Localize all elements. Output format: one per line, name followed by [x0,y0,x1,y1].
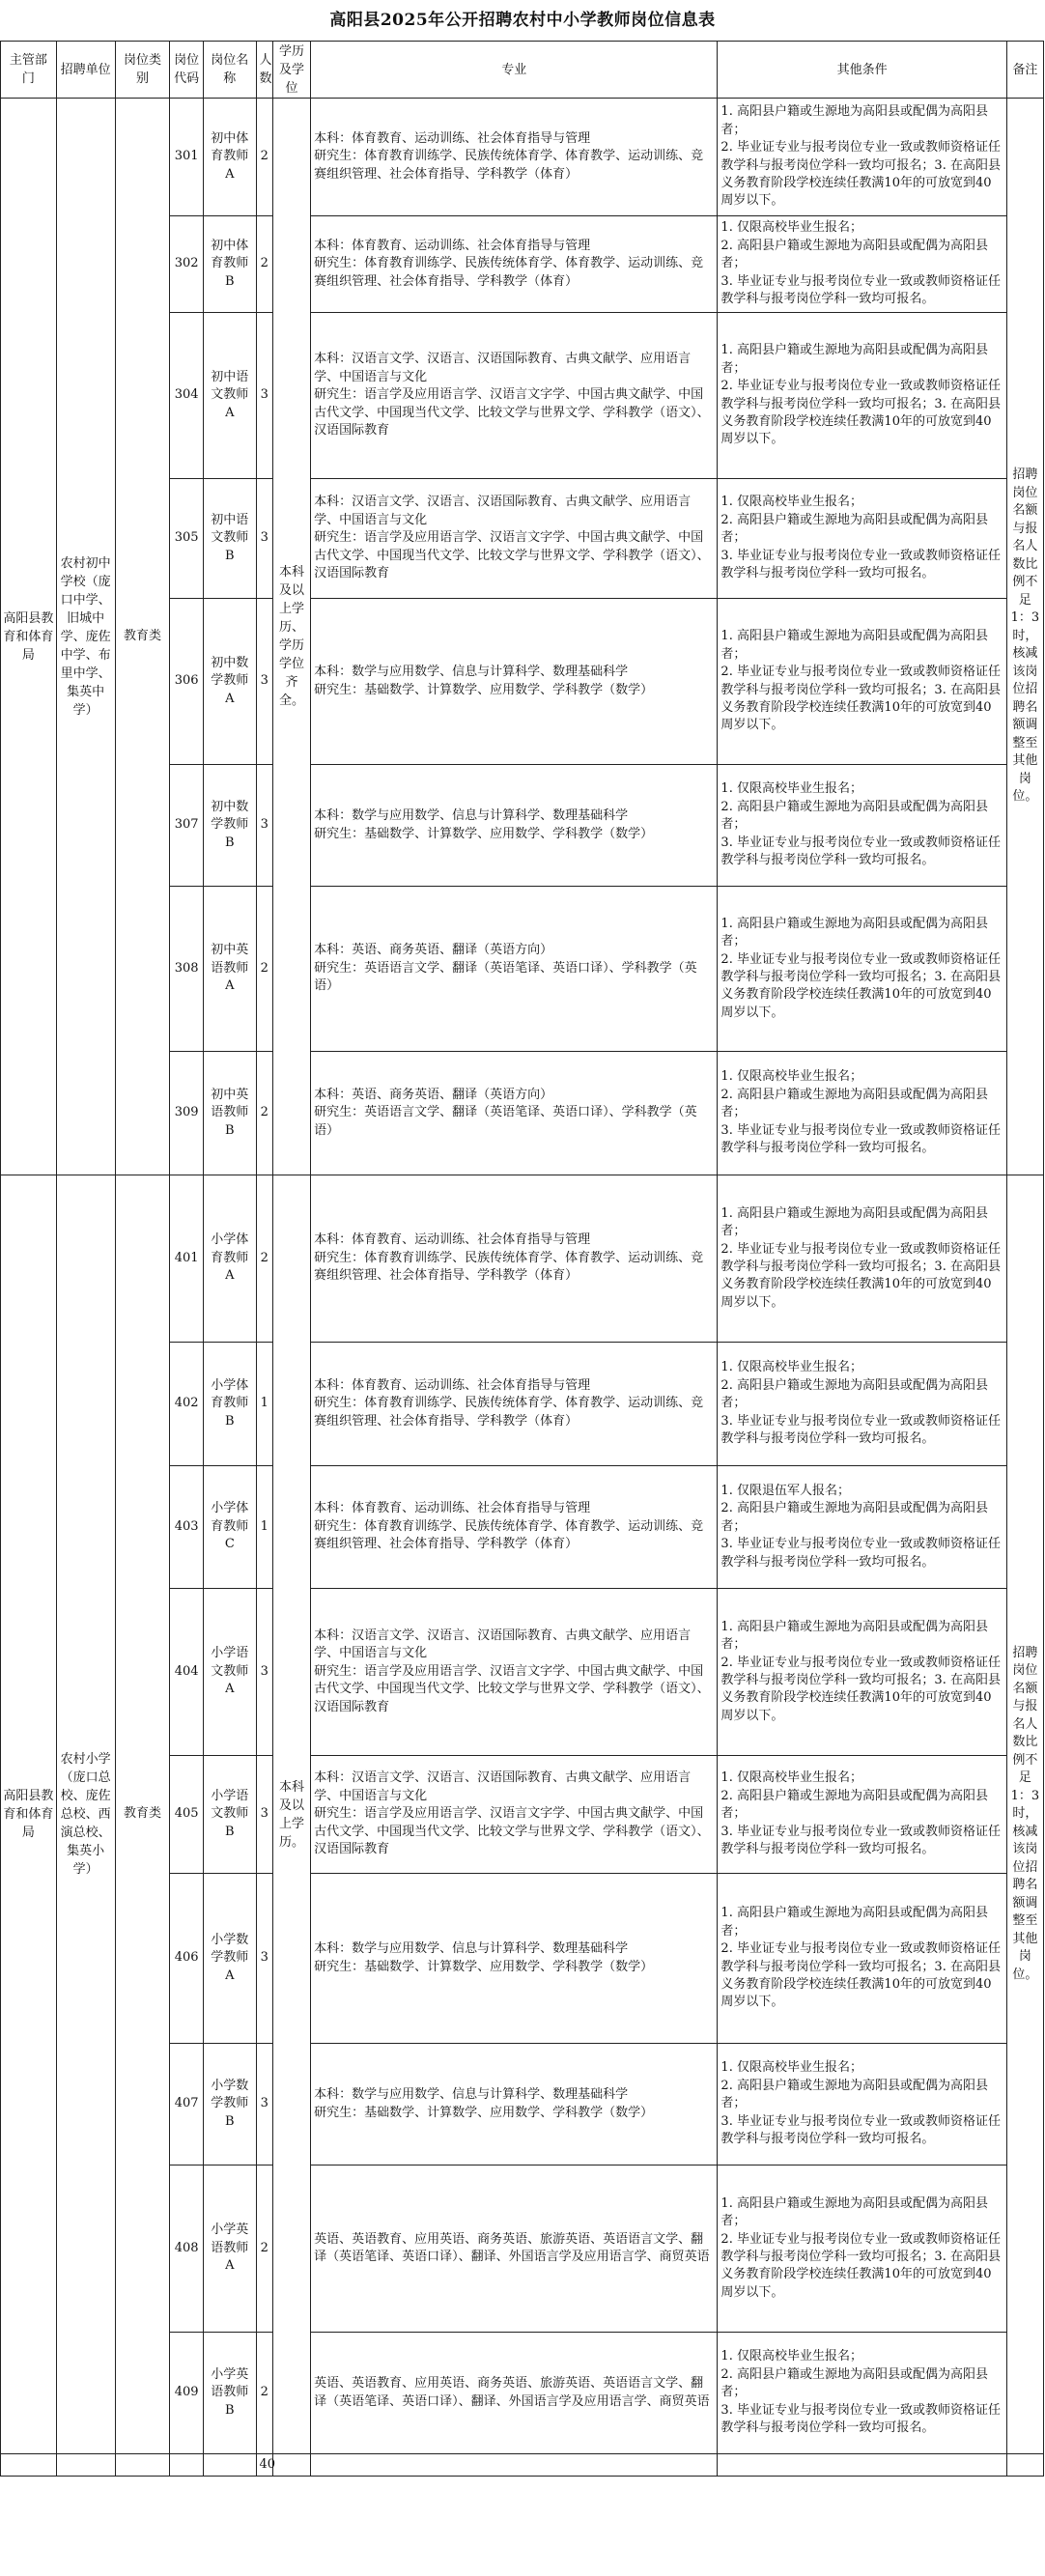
code-cell: 304 [170,313,204,479]
name-cell: 小学英语教师B [204,2333,256,2454]
header-major: 专业 [311,42,718,99]
conditions-cell: 1. 高阳县户籍或生源地为高阳县或配偶为高阳县者； 2. 毕业证专业与报考岗位专业一致或教师资格证任教学科与报考岗位学科一致均可报名；3. 在高阳县义务教育阶段学校连续任教满10年的可放宽到40周岁以下。 [718,1589,1006,1756]
major-cell: 本科：英语、商务英语、翻译（英语方向） 研究生：英语语言文学、翻译（英语笔译、英语口译）、学科教学（英语） [311,887,718,1052]
name-cell: 小学体育教师C [204,1466,256,1589]
name-cell: 初中数学教师A [204,599,256,765]
education-cell: 本科及以上学历、学历学位齐全。 [272,99,310,1175]
count-cell: 2 [256,887,272,1052]
major-cell: 本科：汉语言文学、汉语言、汉语国际教育、古典文献学、应用语言学、中国语言与文化 研究生：语言学及应用语言学、汉语言文字学、中国古典文献学、中国古代文学、中国现当代文学、比较文学与世界文学、学科教学（语文）、汉语国际教育 [311,1589,718,1756]
count-cell: 1 [256,1466,272,1589]
category-cell: 教育类 [115,1175,170,2454]
conditions-cell: 1. 仅限高校毕业生报名； 2. 高阳县户籍或生源地为高阳县或配偶为高阳县者； 3. 毕业证专业与报考岗位专业一致或教师资格证任教学科与报考岗位学科一致均可报名。 [718,479,1006,599]
unit-cell: 农村小学（庞口总校、庞佐总校、西演总校、集英小学） [56,1175,115,2454]
code-cell: 404 [170,1589,204,1756]
header-category: 岗位类别 [115,42,170,99]
major-cell: 本科：体育教育、运动训练、社会体育指导与管理 研究生：体育教育训练学、民族传统体育学、体育教学、运动训练、竞赛组织管理、社会体育指导、学科教学（体育） [311,1466,718,1589]
code-cell: 408 [170,2166,204,2333]
name-cell: 初中英语教师A [204,887,256,1052]
conditions-cell: 1. 仅限高校毕业生报名； 2. 高阳县户籍或生源地为高阳县或配偶为高阳县者； 3. 毕业证专业与报考岗位专业一致或教师资格证任教学科与报考岗位学科一致均可报名。 [718,2044,1006,2166]
empty-cell [1006,2454,1043,2477]
category-cell: 教育类 [115,99,170,1175]
conditions-cell: 1. 仅限高校毕业生报名； 2. 高阳县户籍或生源地为高阳县或配偶为高阳县者； 3. 毕业证专业与报考岗位专业一致或教师资格证任教学科与报考岗位学科一致均可报名。 [718,2333,1006,2454]
name-cell: 初中数学教师B [204,765,256,887]
code-cell: 402 [170,1343,204,1466]
name-cell: 初中英语教师B [204,1052,256,1175]
table-row [1,1175,1044,1343]
conditions-cell: 1. 仅限退伍军人报名； 2. 高阳县户籍或生源地为高阳县或配偶为高阳县者； 3. 毕业证专业与报考岗位专业一致或教师资格证任教学科与报考岗位学科一致均可报名。 [718,1466,1006,1589]
header-note: 备注 [1006,42,1043,99]
code-cell: 302 [170,216,204,313]
major-cell: 本科：数学与应用数学、信息与计算科学、数理基础科学 研究生：基础数学、计算数学、应用数学、学科教学（数学） [311,599,718,765]
total-count: 40 [256,2454,272,2477]
empty-cell [56,2454,115,2477]
major-cell: 本科：体育教育、运动训练、社会体育指导与管理 研究生：体育教育训练学、民族传统体育学、体育教学、运动训练、竞赛组织管理、社会体育指导、学科教学（体育） [311,1343,718,1466]
conditions-cell: 1. 仅限高校毕业生报名； 2. 高阳县户籍或生源地为高阳县或配偶为高阳县者； 3. 毕业证专业与报考岗位专业一致或教师资格证任教学科与报考岗位学科一致均可报名。 [718,1343,1006,1466]
conditions-cell: 1. 高阳县户籍或生源地为高阳县或配偶为高阳县者； 2. 毕业证专业与报考岗位专业一致或教师资格证任教学科与报考岗位学科一致均可报名；3. 在高阳县义务教育阶段学校连续任教满10年的可放宽到40周岁以下。 [718,1175,1006,1343]
code-cell: 405 [170,1756,204,1874]
header-count: 人数 [256,42,272,99]
conditions-cell: 1. 仅限高校毕业生报名； 2. 高阳县户籍或生源地为高阳县或配偶为高阳县者； 3. 毕业证专业与报考岗位专业一致或教师资格证任教学科与报考岗位学科一致均可报名。 [718,1756,1006,1874]
conditions-cell: 1. 仅限高校毕业生报名； 2. 高阳县户籍或生源地为高阳县或配偶为高阳县者； 3. 毕业证专业与报考岗位专业一致或教师资格证任教学科与报考岗位学科一致均可报名。 [718,216,1006,313]
unit-cell: 农村初中学校（庞口中学、旧城中学、庞佐中学、布里中学、集英中学） [56,99,115,1175]
count-cell: 2 [256,2166,272,2333]
code-cell: 305 [170,479,204,599]
code-cell: 306 [170,599,204,765]
note-cell: 招聘岗位名额与报名人数比例不足1：3时，核减该岗位招聘名额调整至其他岗位。 [1006,1175,1043,2454]
dept-cell: 高阳县教育和体育局 [1,1175,57,2454]
code-cell: 401 [170,1175,204,1343]
code-cell: 307 [170,765,204,887]
count-cell: 3 [256,479,272,599]
header-code: 岗位代码 [170,42,204,99]
count-cell: 2 [256,1175,272,1343]
conditions-cell: 1. 高阳县户籍或生源地为高阳县或配偶为高阳县者； 2. 毕业证专业与报考岗位专业一致或教师资格证任教学科与报考岗位学科一致均可报名；3. 在高阳县义务教育阶段学校连续任教满10年的可放宽到40周岁以下。 [718,1874,1006,2044]
name-cell: 小学体育教师A [204,1175,256,1343]
header-conditions: 其他条件 [718,42,1006,99]
header-dept: 主管部门 [1,42,57,99]
code-cell: 407 [170,2044,204,2166]
code-cell: 409 [170,2333,204,2454]
count-cell: 3 [256,1874,272,2044]
positions-table [0,41,1044,2477]
count-cell: 2 [256,216,272,313]
major-cell: 本科：体育教育、运动训练、社会体育指导与管理 研究生：体育教育训练学、民族传统体育学、体育教学、运动训练、竞赛组织管理、社会体育指导、学科教学（体育） [311,1175,718,1343]
empty-cell [272,2454,310,2477]
empty-cell [170,2454,204,2477]
header-row [1,42,1044,99]
name-cell: 初中语文教师A [204,313,256,479]
name-cell: 小学英语教师A [204,2166,256,2333]
count-cell: 3 [256,599,272,765]
empty-cell [718,2454,1006,2477]
count-cell: 2 [256,2333,272,2454]
code-cell: 309 [170,1052,204,1175]
name-cell: 小学体育教师B [204,1343,256,1466]
count-cell: 1 [256,1343,272,1466]
name-cell: 初中体育教师B [204,216,256,313]
conditions-cell: 1. 高阳县户籍或生源地为高阳县或配偶为高阳县者； 2. 毕业证专业与报考岗位专业一致或教师资格证任教学科与报考岗位学科一致均可报名；3. 在高阳县义务教育阶段学校连续任教满10年的可放宽到40周岁以下。 [718,887,1006,1052]
note-cell: 招聘岗位名额与报名人数比例不足1：3时，核减该岗位招聘名额调整至其他岗位。 [1006,99,1043,1175]
education-cell: 本科及以上学历。 [272,1175,310,2454]
empty-cell [311,2454,718,2477]
major-cell: 英语、英语教育、应用英语、商务英语、旅游英语、英语语言文学、翻译（英语笔译、英语口译）、翻译、外国语言学及应用语言学、商贸英语 [311,2166,718,2333]
header-name: 岗位名称 [204,42,256,99]
count-cell: 3 [256,2044,272,2166]
major-cell: 本科：英语、商务英语、翻译（英语方向） 研究生：英语语言文学、翻译（英语笔译、英语口译）、学科教学（英语） [311,1052,718,1175]
total-row [1,2454,1044,2477]
empty-cell [204,2454,256,2477]
code-cell: 308 [170,887,204,1052]
major-cell: 本科：数学与应用数学、信息与计算科学、数理基础科学 研究生：基础数学、计算数学、应用数学、学科教学（数学） [311,2044,718,2166]
name-cell: 初中体育教师A [204,99,256,216]
conditions-cell: 1. 高阳县户籍或生源地为高阳县或配偶为高阳县者； 2. 毕业证专业与报考岗位专业一致或教师资格证任教学科与报考岗位学科一致均可报名；3. 在高阳县义务教育阶段学校连续任教满10年的可放宽到40周岁以下。 [718,99,1006,216]
count-cell: 3 [256,765,272,887]
major-cell: 本科：体育教育、运动训练、社会体育指导与管理 研究生：体育教育训练学、民族传统体育学、体育教学、运动训练、竞赛组织管理、社会体育指导、学科教学（体育） [311,99,718,216]
code-cell: 403 [170,1466,204,1589]
major-cell: 本科：汉语言文学、汉语言、汉语国际教育、古典文献学、应用语言学、中国语言与文化 研究生：语言学及应用语言学、汉语言文字学、中国古典文献学、中国古代文学、中国现当代文学、比较文学与世界文学、学科教学（语文）、汉语国际教育 [311,313,718,479]
header-education: 学历及学位 [272,42,310,99]
major-cell: 本科：汉语言文学、汉语言、汉语国际教育、古典文献学、应用语言学、中国语言与文化 研究生：语言学及应用语言学、汉语言文字学、中国古典文献学、中国古代文学、中国现当代文学、比较文学与世界文学、学科教学（语文）、汉语国际教育 [311,1756,718,1874]
table-row [1,99,1044,216]
conditions-cell: 1. 高阳县户籍或生源地为高阳县或配偶为高阳县者； 2. 毕业证专业与报考岗位专业一致或教师资格证任教学科与报考岗位学科一致均可报名；3. 在高阳县义务教育阶段学校连续任教满10年的可放宽到40周岁以下。 [718,2166,1006,2333]
name-cell: 初中语文教师B [204,479,256,599]
conditions-cell: 1. 仅限高校毕业生报名； 2. 高阳县户籍或生源地为高阳县或配偶为高阳县者； 3. 毕业证专业与报考岗位专业一致或教师资格证任教学科与报考岗位学科一致均可报名。 [718,765,1006,887]
major-cell: 本科：汉语言文学、汉语言、汉语国际教育、古典文献学、应用语言学、中国语言与文化 研究生：语言学及应用语言学、汉语言文字学、中国古典文献学、中国古代文学、中国现当代文学、比较文学与世界文学、学科教学（语文）、汉语国际教育 [311,479,718,599]
name-cell: 小学数学教师B [204,2044,256,2166]
name-cell: 小学语文教师A [204,1589,256,1756]
conditions-cell: 1. 高阳县户籍或生源地为高阳县或配偶为高阳县者； 2. 毕业证专业与报考岗位专业一致或教师资格证任教学科与报考岗位学科一致均可报名；3. 在高阳县义务教育阶段学校连续任教满10年的可放宽到40周岁以下。 [718,599,1006,765]
count-cell: 3 [256,313,272,479]
count-cell: 2 [256,99,272,216]
major-cell: 英语、英语教育、应用英语、商务英语、旅游英语、英语语言文学、翻译（英语笔译、英语口译）、翻译、外国语言学及应用语言学、商贸英语 [311,2333,718,2454]
empty-cell [115,2454,170,2477]
empty-cell [1,2454,57,2477]
count-cell: 3 [256,1756,272,1874]
code-cell: 301 [170,99,204,216]
major-cell: 本科：数学与应用数学、信息与计算科学、数理基础科学 研究生：基础数学、计算数学、应用数学、学科教学（数学） [311,1874,718,2044]
name-cell: 小学语文教师B [204,1756,256,1874]
major-cell: 本科：体育教育、运动训练、社会体育指导与管理 研究生：体育教育训练学、民族传统体育学、体育教学、运动训练、竞赛组织管理、社会体育指导、学科教学（体育） [311,216,718,313]
conditions-cell: 1. 高阳县户籍或生源地为高阳县或配偶为高阳县者； 2. 毕业证专业与报考岗位专业一致或教师资格证任教学科与报考岗位学科一致均可报名；3. 在高阳县义务教育阶段学校连续任教满10年的可放宽到40周岁以下。 [718,313,1006,479]
count-cell: 2 [256,1052,272,1175]
major-cell: 本科：数学与应用数学、信息与计算科学、数理基础科学 研究生：基础数学、计算数学、应用数学、学科教学（数学） [311,765,718,887]
header-unit: 招聘单位 [56,42,115,99]
conditions-cell: 1. 仅限高校毕业生报名； 2. 高阳县户籍或生源地为高阳县或配偶为高阳县者； 3. 毕业证专业与报考岗位专业一致或教师资格证任教学科与报考岗位学科一致均可报名。 [718,1052,1006,1175]
name-cell: 小学数学教师A [204,1874,256,2044]
dept-cell: 高阳县教育和体育局 [1,99,57,1175]
page-title: 高阳县2025年公开招聘农村中小学教师岗位信息表 [329,11,716,30]
count-cell: 3 [256,1589,272,1756]
code-cell: 406 [170,1874,204,2044]
